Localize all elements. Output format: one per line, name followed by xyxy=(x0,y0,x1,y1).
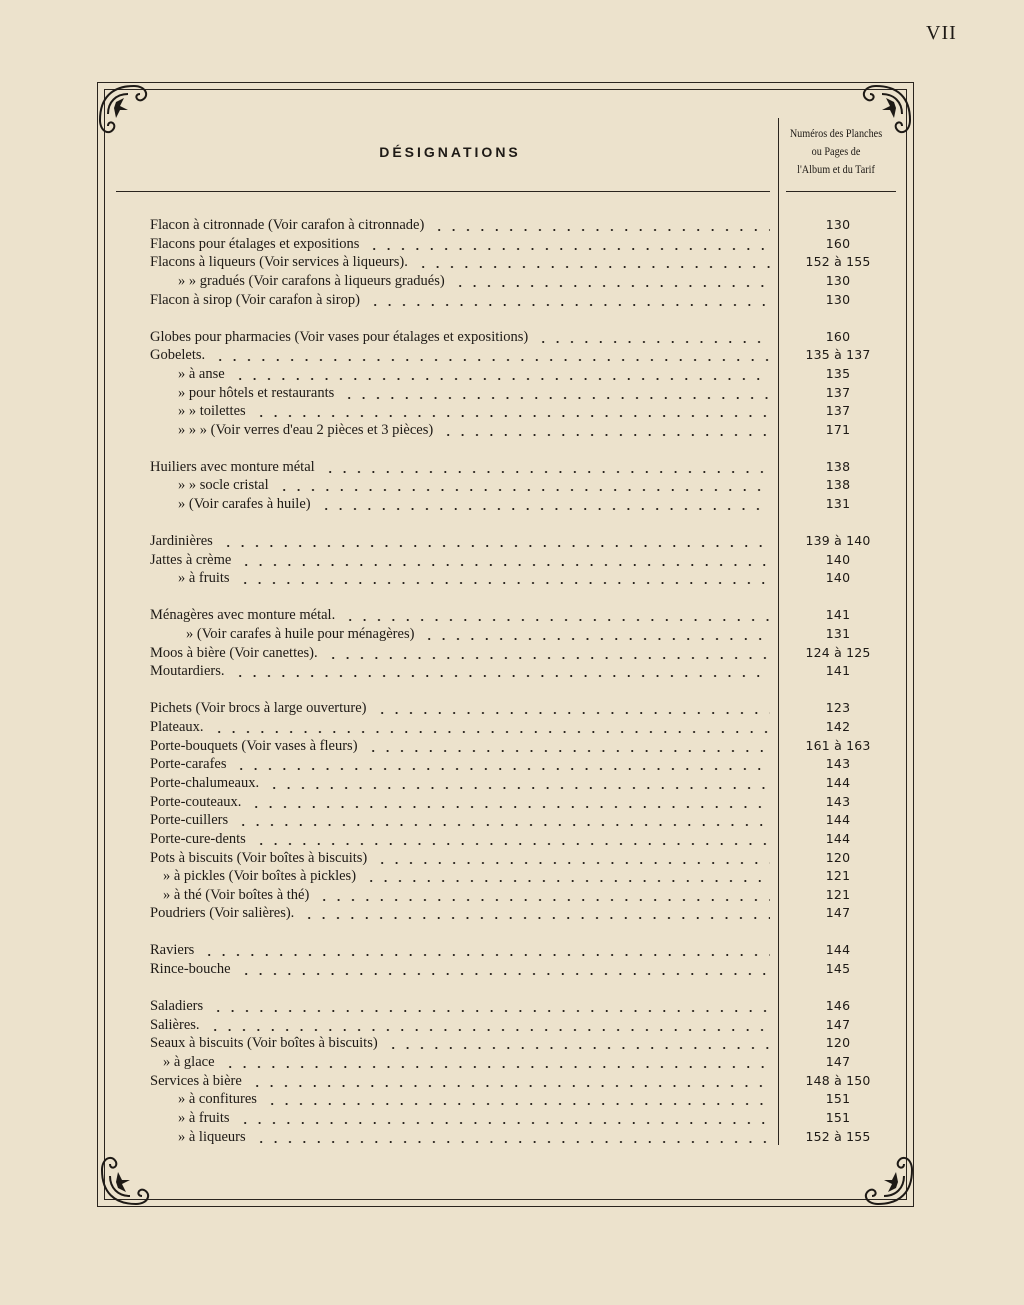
entry-reference: 137 xyxy=(825,384,851,400)
index-entries xyxy=(0,216,1024,1165)
entry-label: » pour hôtels et restaurants xyxy=(178,384,335,401)
entry-reference: 145 xyxy=(825,961,851,977)
entry-reference: 130 xyxy=(825,291,851,307)
index-entry xyxy=(0,291,1024,310)
entry-label: » à glace xyxy=(163,1054,215,1071)
entry-label: Flacon à citronnade (Voir carafon à citronnade) xyxy=(150,217,425,233)
entry-label: Rince-bouche xyxy=(150,961,231,978)
ref-title-line: l'Album et du Tarif xyxy=(797,162,875,176)
entry-label: » (Voir carafes à huile pour ménagères) xyxy=(186,626,415,643)
corner-ornament-top-left xyxy=(94,80,156,142)
entry-label: Flacon à sirop (Voir carafon à sirop) xyxy=(150,291,360,308)
entry-reference: 139 à 140 xyxy=(805,533,871,549)
entry-reference: 144 xyxy=(825,942,851,958)
dot-leader xyxy=(211,997,770,1015)
entry-reference: 131 xyxy=(825,626,851,642)
dot-leader xyxy=(343,606,770,624)
index-entry xyxy=(0,1090,1024,1109)
entry-group xyxy=(0,997,1024,1146)
dot-leader xyxy=(386,1034,770,1052)
dot-leader xyxy=(239,551,770,569)
entry-reference: 151 xyxy=(825,1091,851,1107)
entry-label: Flacons à liqueurs (Voir services à liqueurs). xyxy=(150,254,408,271)
index-entry xyxy=(0,532,1024,551)
index-entry xyxy=(0,811,1024,830)
dot-leader xyxy=(238,569,770,587)
dot-leader xyxy=(239,960,770,978)
entry-reference: 152 à 155 xyxy=(805,1128,871,1144)
entry-label: Gobelets. xyxy=(150,347,206,364)
header-rule xyxy=(786,191,896,192)
index-entry xyxy=(0,886,1024,905)
entry-reference: 121 xyxy=(825,868,851,884)
index-entry xyxy=(0,997,1024,1016)
entry-reference: 160 xyxy=(825,235,851,251)
entry-label: Salières. xyxy=(150,1016,200,1033)
entry-label: Porte-chalumeaux. xyxy=(150,774,260,791)
entry-label: Plateaux. xyxy=(150,719,204,736)
entry-reference: 160 xyxy=(825,328,851,344)
entry-reference: 138 xyxy=(825,458,851,474)
index-entry xyxy=(0,1072,1024,1091)
index-entry xyxy=(0,960,1024,979)
dot-leader xyxy=(238,1109,770,1127)
dot-leader xyxy=(250,1072,770,1090)
entry-label: » à liqueurs xyxy=(178,1128,246,1145)
index-entry xyxy=(0,346,1024,365)
entry-reference: 147 xyxy=(825,1054,851,1070)
entry-label: Porte-bouquets (Voir vases à fleurs) xyxy=(150,737,358,754)
entry-reference: 140 xyxy=(825,570,851,586)
index-entry xyxy=(0,328,1024,347)
entry-reference: 171 xyxy=(825,421,851,437)
dot-leader xyxy=(364,867,770,885)
index-entry xyxy=(0,476,1024,495)
entry-group xyxy=(0,328,1024,440)
dot-leader xyxy=(416,253,770,271)
entry-label: » à fruits xyxy=(178,1110,230,1126)
entry-label: Seaux à biscuits (Voir boîtes à biscuits) xyxy=(150,1035,378,1052)
dot-leader xyxy=(254,830,770,848)
entry-reference: 123 xyxy=(825,700,851,716)
entry-reference: 120 xyxy=(825,1035,851,1051)
dot-leader xyxy=(221,532,770,550)
page-number: VII xyxy=(926,22,957,44)
entry-reference: 137 xyxy=(825,403,851,419)
entry-reference: 131 xyxy=(825,496,851,512)
entry-label: » » » (Voir verres d'eau 2 pièces et 3 pièces) xyxy=(178,421,434,438)
index-entry xyxy=(0,569,1024,588)
dot-leader xyxy=(432,216,770,234)
entry-reference: 135 xyxy=(825,365,851,381)
entry-reference: 121 xyxy=(825,886,851,902)
entry-label: Globes pour pharmacies (Voir vases pour étalages et expositions) xyxy=(150,328,529,345)
dot-leader xyxy=(368,291,770,309)
entry-label: » » socle cristal xyxy=(178,477,269,494)
column-title-designations: DÉSIGNATIONS xyxy=(379,144,521,160)
index-entry xyxy=(0,1053,1024,1072)
dot-leader xyxy=(366,737,770,755)
entry-label: » à fruits xyxy=(178,570,230,587)
dot-leader xyxy=(342,384,770,402)
index-entry xyxy=(0,849,1024,868)
column-title-references xyxy=(780,124,892,178)
entry-label: Huiliers avec monture métal xyxy=(150,458,315,475)
dot-leader xyxy=(212,718,770,736)
header-rule xyxy=(116,191,770,192)
entry-label: » à thé (Voir boîtes à thé) xyxy=(163,886,310,903)
entry-reference: 135 à 137 xyxy=(805,347,871,363)
index-entry xyxy=(0,774,1024,793)
entry-reference: 143 xyxy=(825,756,851,772)
dot-leader xyxy=(236,811,770,829)
index-entry xyxy=(0,1109,1024,1128)
index-entry xyxy=(0,1128,1024,1147)
entry-label: » (Voir carafes à huile) xyxy=(178,496,311,513)
dot-leader xyxy=(536,328,770,346)
entry-label: » à confitures xyxy=(178,1091,257,1108)
dot-leader xyxy=(326,644,770,662)
index-entry xyxy=(0,253,1024,272)
dot-leader xyxy=(277,476,770,494)
entry-reference: 130 xyxy=(825,217,851,232)
index-entry xyxy=(0,458,1024,477)
entry-reference: 130 xyxy=(825,272,851,288)
entry-label: » à pickles (Voir boîtes à pickles) xyxy=(163,868,357,885)
index-entry xyxy=(0,755,1024,774)
dot-leader xyxy=(267,774,770,792)
dot-leader xyxy=(302,904,770,922)
dot-leader xyxy=(323,458,770,476)
dot-leader xyxy=(422,625,770,643)
entry-group xyxy=(0,532,1024,588)
index-entry xyxy=(0,904,1024,923)
entry-label: » à anse xyxy=(178,365,225,382)
entry-label: Porte-couteaux. xyxy=(150,793,242,810)
entry-reference: 147 xyxy=(825,905,851,921)
entry-label: Jattes à crème xyxy=(150,551,232,568)
entry-reference: 124 à 125 xyxy=(805,644,871,660)
entry-reference: 144 xyxy=(825,812,851,828)
dot-leader xyxy=(234,755,770,773)
entry-reference: 142 xyxy=(825,719,851,735)
index-entry xyxy=(0,867,1024,886)
entry-label: Porte-cuillers xyxy=(150,812,229,829)
index-entry xyxy=(0,644,1024,663)
entry-reference: 120 xyxy=(825,849,851,865)
dot-leader xyxy=(254,1128,770,1146)
entry-label: Poudriers (Voir salières). xyxy=(150,905,295,922)
index-entry xyxy=(0,625,1024,644)
entry-label: Services à bière xyxy=(150,1072,242,1089)
ref-title-line: ou Pages de xyxy=(811,144,861,158)
entry-label: Saladiers xyxy=(150,998,204,1015)
dot-leader xyxy=(233,365,770,383)
dot-leader xyxy=(453,272,770,290)
entry-label: Pichets (Voir brocs à large ouverture) xyxy=(150,700,367,717)
dot-leader xyxy=(375,849,770,867)
entry-label: Jardinières xyxy=(150,533,213,550)
dot-leader xyxy=(375,699,770,717)
entry-group xyxy=(0,606,1024,681)
index-entry xyxy=(0,737,1024,756)
dot-leader xyxy=(208,1016,770,1034)
entry-reference: 148 à 150 xyxy=(805,1072,871,1088)
entry-reference: 147 xyxy=(825,1016,851,1032)
entry-label: Raviers xyxy=(150,942,195,959)
index-entry xyxy=(0,662,1024,681)
index-entry xyxy=(0,235,1024,254)
entry-reference: 140 xyxy=(825,551,851,567)
entry-label: Ménagères avec monture métal. xyxy=(150,607,336,624)
dot-leader xyxy=(233,662,770,680)
dot-leader xyxy=(319,495,770,513)
dot-leader xyxy=(317,886,770,904)
entry-label: Flacons pour étalages et expositions xyxy=(150,235,360,252)
index-entry xyxy=(0,421,1024,440)
entry-reference: 138 xyxy=(825,477,851,493)
dot-leader xyxy=(441,421,770,439)
entry-reference: 143 xyxy=(825,793,851,809)
entry-label: » » toilettes xyxy=(178,403,246,420)
entry-label: Porte-carafes xyxy=(150,756,227,773)
index-entry xyxy=(0,384,1024,403)
index-entry xyxy=(0,699,1024,718)
dot-leader xyxy=(223,1053,770,1071)
index-entry xyxy=(0,551,1024,570)
entry-label: Pots à biscuits (Voir boîtes à biscuits) xyxy=(150,849,368,866)
entry-reference: 144 xyxy=(825,774,851,790)
entry-reference: 151 xyxy=(825,1110,851,1125)
entry-group xyxy=(0,941,1024,978)
entry-reference: 161 à 163 xyxy=(805,737,871,753)
index-entry xyxy=(0,365,1024,384)
index-entry xyxy=(0,1034,1024,1053)
index-entry xyxy=(0,216,1024,235)
index-entry xyxy=(0,402,1024,421)
entry-label: Porte-cure-dents xyxy=(150,830,246,847)
dot-leader xyxy=(249,793,770,811)
index-entry xyxy=(0,793,1024,812)
dot-leader xyxy=(265,1090,770,1108)
dot-leader xyxy=(202,941,770,959)
entry-group xyxy=(0,216,1024,309)
entry-reference: 152 à 155 xyxy=(805,254,871,270)
ref-title-line: Numéros des Planches xyxy=(789,126,883,140)
index-entry xyxy=(0,272,1024,291)
entry-reference: 141 xyxy=(825,663,851,679)
entry-group xyxy=(0,458,1024,514)
entry-label: Moos à bière (Voir canettes). xyxy=(150,644,318,661)
dot-leader xyxy=(367,235,770,253)
entry-reference: 141 xyxy=(825,607,851,623)
entry-group xyxy=(0,699,1024,923)
dot-leader xyxy=(213,346,770,364)
index-entry xyxy=(0,718,1024,737)
dot-leader xyxy=(254,402,770,420)
index-entry xyxy=(0,830,1024,849)
index-entry xyxy=(0,495,1024,514)
entry-label: Moutardiers. xyxy=(150,663,225,680)
index-entry xyxy=(0,1016,1024,1035)
entry-reference: 144 xyxy=(825,830,851,846)
index-entry xyxy=(0,941,1024,960)
entry-label: » » gradués (Voir carafons à liqueurs gradués) xyxy=(178,272,445,289)
entry-reference: 146 xyxy=(825,998,851,1014)
index-entry xyxy=(0,606,1024,625)
